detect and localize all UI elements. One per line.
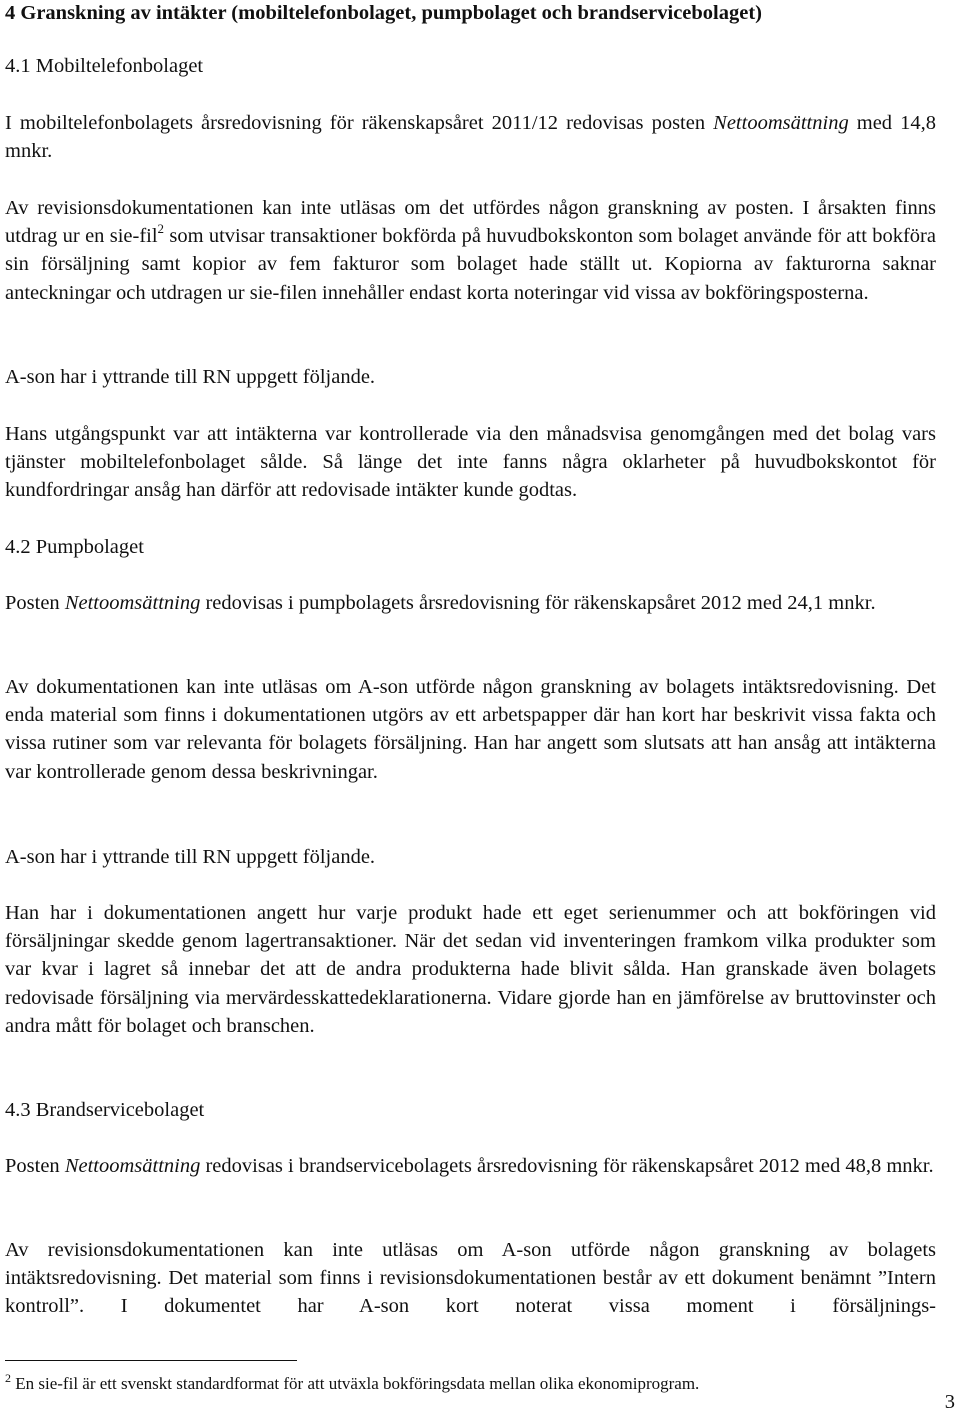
footnote-separator: [5, 1360, 297, 1361]
paragraph-4-2-revenue: [5, 589, 936, 617]
paragraph-4-2-statement-intro: A-son har i yttrande till RN uppgett följande.: [5, 846, 376, 868]
footnote: [5, 1372, 905, 1396]
paragraph-4-3-documentation: Av revisionsdokumentationen kan inte utläsas om A-son utförde någon granskning av bolagets intäktsredovisning. Det material som finns i revisionsdokumentationen består av ett dokument benämnt ”Intern kontroll”. I dokumentet har A-son kort noterat vissa moment i försäljnings-: [5, 1239, 936, 1318]
section-4-heading: 4 Granskning av intäkter (mobiltelefonbolaget, pumpbolaget och brandservicebolaget): [5, 2, 762, 24]
paragraph-4-2-documentation: Av dokumentationen kan inte utläsas om A-son utförde någon granskning av bolagets intäktsredovisning. Det enda material som finns i dokumentationen utgörs av ett arbetspapper där han kort har beskrivit vissa fakta och vissa rutiner som var relevanta för bolagets försäljning. Han har angett som slutsats att han ansåg att intäkterna var kontrollerade genom dessa beskrivningar.: [5, 676, 936, 783]
term-nettoomsattning: Nettoomsättning: [713, 112, 849, 134]
footnote-text: En sie-fil är ett svenskt standardformat för att utväxla bokföringsdata mellan olika ekonomiprogram.: [15, 1374, 700, 1393]
footnote-reference[interactable]: 2: [157, 221, 165, 237]
section-4-2-number: 4.2: [5, 536, 31, 558]
text-run: med 14,8 mnkr.: [5, 112, 936, 163]
paragraph-4-3-revenue: [5, 1152, 936, 1180]
section-4-2-title: Pumpbolaget: [35, 536, 144, 558]
paragraph-4-1-statement-intro: A-son har i yttrande till RN uppgett följande.: [5, 366, 376, 388]
term-nettoomsattning: Nettoomsättning: [64, 592, 201, 614]
section-4-2-heading: [5, 533, 936, 561]
section-4-1-heading: [5, 52, 936, 80]
text-run: Posten: [5, 592, 65, 614]
paragraph-4-2-statement: Han har i dokumentationen angett hur varje produkt hade ett eget serienummer och att bokföringen vid försäljningar skedde genom lagertransaktioner. När det sedan vid inventeringen framkom vilka produkter som var kvar i lagret så innebar det att de andra produkterna hade blivit sålda. Han granskade även bolagets redovisade försäljning via mervärdesskattedeklarationerna. Vidare gjorde han en jämförelse av bruttovinster och andra mått för bolaget och branschen.: [5, 902, 936, 1037]
text-run: redovisas i pumpbolagets årsredovisning för räkenskapsåret 2012 med 24,1 mnkr.: [200, 592, 876, 614]
term-nettoomsattning: Nettoomsättning: [64, 1155, 201, 1177]
section-4-3-heading: [5, 1096, 936, 1124]
paragraph-4-1-statement: Hans utgångspunkt var att intäkterna var kontrollerade via den månadsvisa genomgången med det bolag vars tjänster mobiltelefonbolaget sålde. Så länge det inte fanns några oklarheter på huvudbokskontot för kundfordringar ansåg han därför att redovisade intäkter kunde godtas.: [5, 423, 936, 502]
text-run: som utvisar transaktioner bokförda på huvudbokskonton som bolaget använde för att bokföra sin försäljning samt kopior av fem fakturor som bolaget hade ställt ut. Kopiorna av fakturorna saknar anteckningar och utdragen ur sie-filen innehåller endast korta noteringar vid vissa av bokföringsposterna.: [5, 225, 936, 304]
paragraph-4-1-revenue: [5, 109, 936, 165]
page-number: 3: [944, 1391, 955, 1413]
section-4-1-number: 4.1: [5, 55, 31, 77]
footnote-number: 2: [5, 1371, 11, 1385]
text-run: redovisas i brandservicebolagets årsredovisning för räkenskapsåret 2012 med 48,8 mnkr.: [200, 1155, 934, 1177]
section-4-3-number: 4.3: [5, 1099, 31, 1121]
text-run: Av revisionsdokumentationen kan inte utläsas om det utfördes någon granskning av posten. I årsakten finns utdrag ur en sie-fil: [5, 197, 936, 248]
text-run: Posten: [5, 1155, 65, 1177]
paragraph-4-1-documentation: [5, 194, 936, 307]
section-4-1-title: Mobiltelefonbolaget: [35, 55, 204, 77]
section-4-3-title: Brandservicebolaget: [35, 1099, 205, 1121]
text-run: I mobiltelefonbolagets årsredovisning för räkenskapsåret 2011/12 redovisas posten: [5, 112, 714, 134]
